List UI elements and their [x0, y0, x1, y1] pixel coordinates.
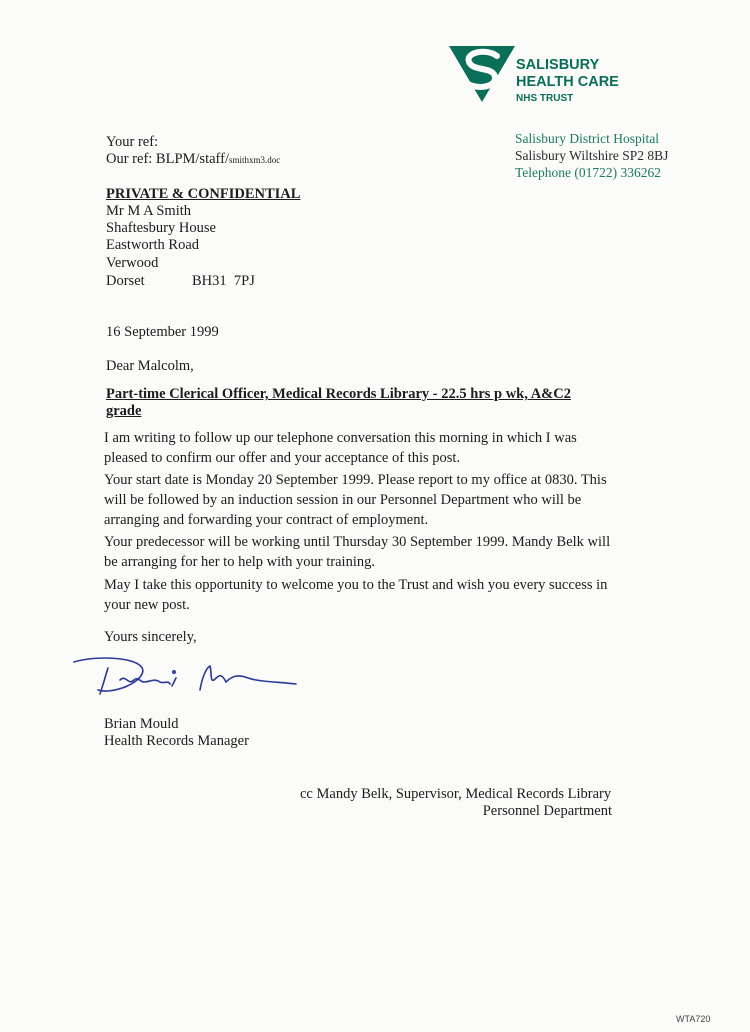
cc-line-2: Personnel Department	[482, 803, 612, 819]
recipient-name: Mr M A Smith	[106, 203, 192, 219]
our-ref-file: smithxm3.doc	[228, 155, 281, 165]
signatory-title: Health Records Manager	[104, 733, 249, 749]
recipient-address-1: Shaftesbury House	[106, 220, 216, 236]
salisbury-logo-icon	[447, 44, 517, 104]
handwritten-signature	[70, 652, 310, 702]
recipient-postcode: BH31 7PJ	[192, 273, 255, 289]
hospital-name: Salisbury District Hospital	[515, 131, 659, 146]
hospital-telephone: Telephone (01722) 336262	[515, 165, 662, 180]
our-ref-label: Our ref: BLPM/staff/	[106, 151, 229, 167]
recipient-address-2: Eastworth Road	[106, 237, 200, 253]
closing: Yours sincerely,	[104, 629, 197, 645]
body-paragraph-1: I am writing to follow up our telephone conversation this morning in which I was pleased to confirm our offer and your acceptance of this post.	[104, 430, 577, 466]
logo-line-1: SALISBURY	[516, 57, 600, 73]
your-ref: Your ref:	[106, 134, 159, 150]
cc-line-1: cc Mandy Belk, Supervisor, Medical Records Library	[300, 786, 612, 802]
body-paragraph-3: Your predecessor will be working until Thursday 30 September 1999. Mandy Belk will be arranging for her to help with your training.	[104, 534, 611, 570]
logo-line-2: HEALTH CARE	[516, 74, 619, 90]
logo-line-3: NHS TRUST	[516, 93, 574, 104]
signatory-name: Brian Mould	[104, 716, 179, 732]
recipient-address-3: Verwood	[106, 255, 159, 271]
recipient-county: Dorset	[106, 273, 145, 289]
our-ref	[106, 151, 280, 169]
footer-code: WTA720	[676, 1014, 711, 1024]
subject-line-2: grade	[106, 403, 142, 419]
letter-date: 16 September 1999	[106, 324, 219, 340]
salutation: Dear Malcolm,	[106, 358, 194, 374]
body-paragraph-4: May I take this opportunity to welcome you to the Trust and wish you every success in your new post.	[104, 577, 608, 613]
confidential-heading: PRIVATE & CONFIDENTIAL	[106, 186, 301, 202]
hospital-address: Salisbury Wiltshire SP2 8BJ	[515, 148, 669, 163]
body-paragraph-2: Your start date is Monday 20 September 1999. Please report to my office at 0830. This will be followed by an induction session in our Personnel Department who will be arranging and forwarding your contract of employment.	[104, 472, 607, 528]
subject-line-1: Part-time Clerical Officer, Medical Records Library - 22.5 hrs p wk, A&C2	[106, 386, 571, 402]
